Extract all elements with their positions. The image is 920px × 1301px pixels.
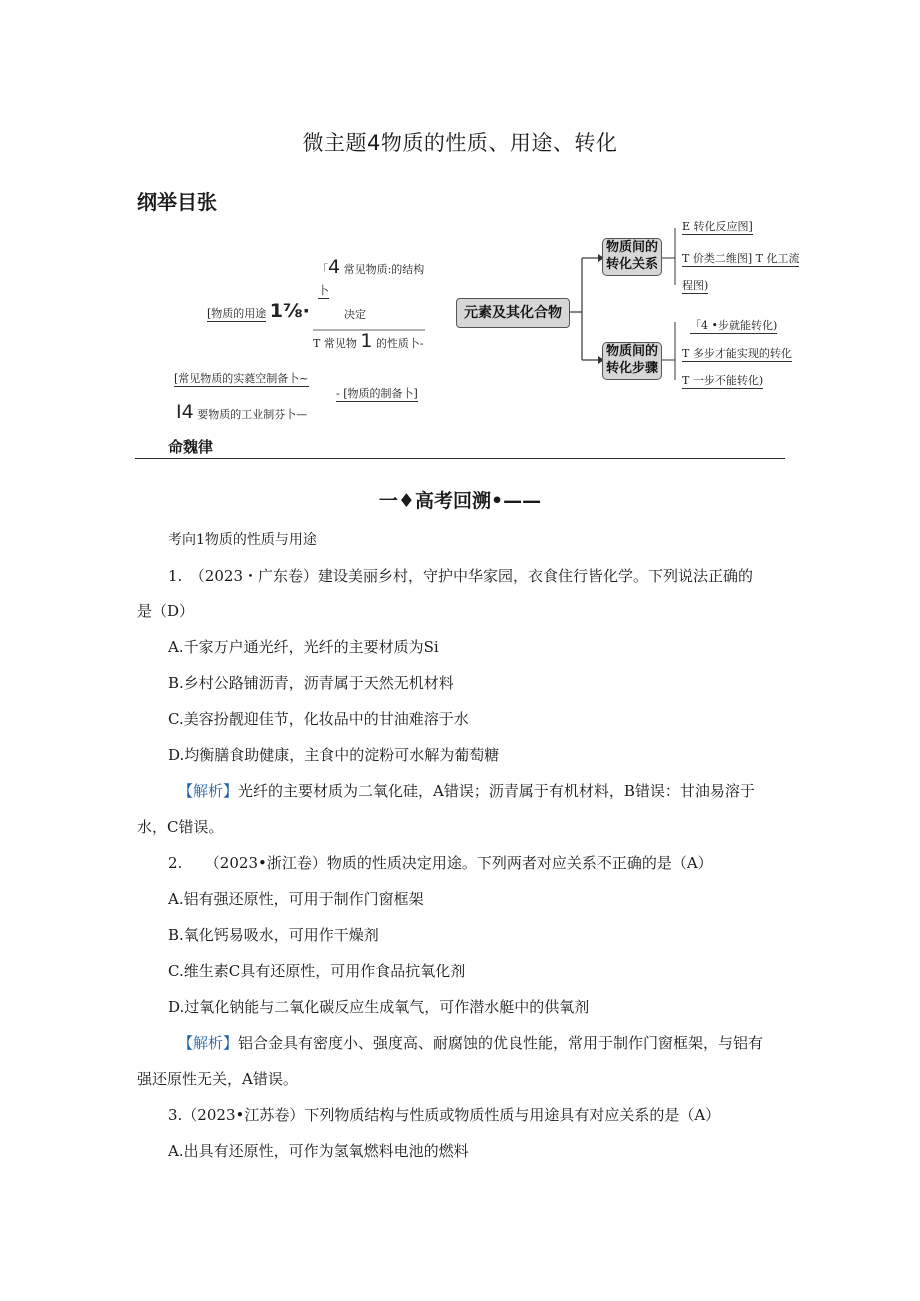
q1-analysis: 【解析】光纤的主要材质为二氧化硅，A错误；沥青属于有机材料，B错误：甘油易溶于 bbox=[178, 782, 755, 800]
q2-option-d: D.过氧化钠能与二氧化碳反应生成氧气，可作潜水艇中的供氧剂 bbox=[168, 998, 590, 1016]
mindmap-bottom-item-1: 「4 •步就能转化) bbox=[690, 319, 778, 332]
q2-option-a: A.铝有强还原性，可用于制作门窗框架 bbox=[168, 890, 424, 908]
gaokao-heading: 一♦高考回溯•—— bbox=[378, 490, 542, 512]
q2-stem: 2. （2023•浙江卷）物质的性质决定用途。下列两者对应关系不正确的是（A） bbox=[168, 854, 713, 872]
q1-option-c: C.美容扮靓迎佳节，化妆品中的甘油难溶于水 bbox=[168, 710, 469, 728]
mindmap-left-lab-prep: [常见物质的实蕤空制备卜~ bbox=[174, 372, 309, 385]
section2-heading: 命魏律 bbox=[168, 438, 214, 456]
mindmap-left-structure: 「4 常见物质:的结构 bbox=[317, 256, 425, 278]
outline-heading: 纲举目张 bbox=[137, 190, 217, 214]
mindmap-connectors bbox=[0, 0, 920, 460]
q1-stem-line1: 1. （2023・广东卷）建设美丽乡村，守护中华家园，衣食住行皆化学。下列说法正确的 bbox=[168, 567, 753, 585]
mindmap-bottom-item-3: T 一步不能转化) bbox=[682, 374, 764, 387]
q1-option-b: B.乡村公路铺沥青，沥青属于天然无机材料 bbox=[168, 674, 454, 692]
mindmap-branch-bottom: 物质间的 转化步骤 bbox=[602, 342, 662, 380]
q2-analysis: 【解析】铝合金具有密度小、强度高、耐腐蚀的优良性能，常用于制作门窗框架，与铝有 bbox=[178, 1034, 764, 1052]
q2-analysis-line2: 强还原性无关，A错误。 bbox=[137, 1070, 298, 1088]
mindmap-top-item-3: 程图) bbox=[682, 279, 709, 292]
mindmap-bottom-item-2: T 多步才能实现的转化 bbox=[682, 347, 792, 360]
analysis-tag: 【解析】 bbox=[178, 1034, 239, 1052]
q1-stem-line2: 是（D） bbox=[137, 602, 195, 620]
q1-analysis-line2: 水，C错误。 bbox=[137, 818, 224, 836]
mindmap-left-industrial: I4 要物质的工业制芬卜— bbox=[176, 401, 308, 423]
q2-option-b: B.氧化钙易吸水，可用作干燥剂 bbox=[168, 926, 379, 944]
mindmap-top-item-1: E 转化反应图] bbox=[682, 220, 753, 233]
mindmap-branch-top: 物质间的 转化关系 bbox=[602, 238, 662, 276]
mindmap-left-property: T 常见物 1 的性质卜- bbox=[313, 330, 424, 352]
q1-option-a: A.千家万户通光纤，光纤的主要材质为Si bbox=[168, 638, 439, 656]
mindmap-left-structure-tail: 卜 bbox=[318, 284, 329, 297]
mindmap-center: 元素及其化合物 bbox=[456, 298, 570, 328]
q1-option-d: D.均衡膳食助健康，主食中的淀粉可水解为葡萄糖 bbox=[168, 746, 500, 764]
mindmap-left-usage: [物质的用途 1⅞· bbox=[207, 300, 310, 322]
q3-option-a: A.出具有还原性，可作为氢氧燃料电池的燃料 bbox=[168, 1142, 469, 1160]
q2-option-c: C.维生素C具有还原性，可用作食品抗氧化剂 bbox=[168, 962, 466, 980]
mindmap-top-item-2: T 价类二维图] T 化工流 bbox=[682, 252, 800, 265]
divider bbox=[135, 458, 785, 459]
mindmap-left-prep: - [物质的制备卜] bbox=[336, 387, 418, 400]
analysis-tag: 【解析】 bbox=[178, 782, 239, 800]
page-title: 微主题4物质的性质、用途、转化 bbox=[302, 131, 618, 155]
mindmap-left-decide: 决定 bbox=[344, 308, 366, 321]
q3-stem: 3.（2023•江苏卷）下列物质结构与性质或物质性质与用途具有对应关系的是（A） bbox=[168, 1106, 721, 1124]
kaoxiang-label: 考向1物质的性质与用途 bbox=[168, 532, 317, 548]
